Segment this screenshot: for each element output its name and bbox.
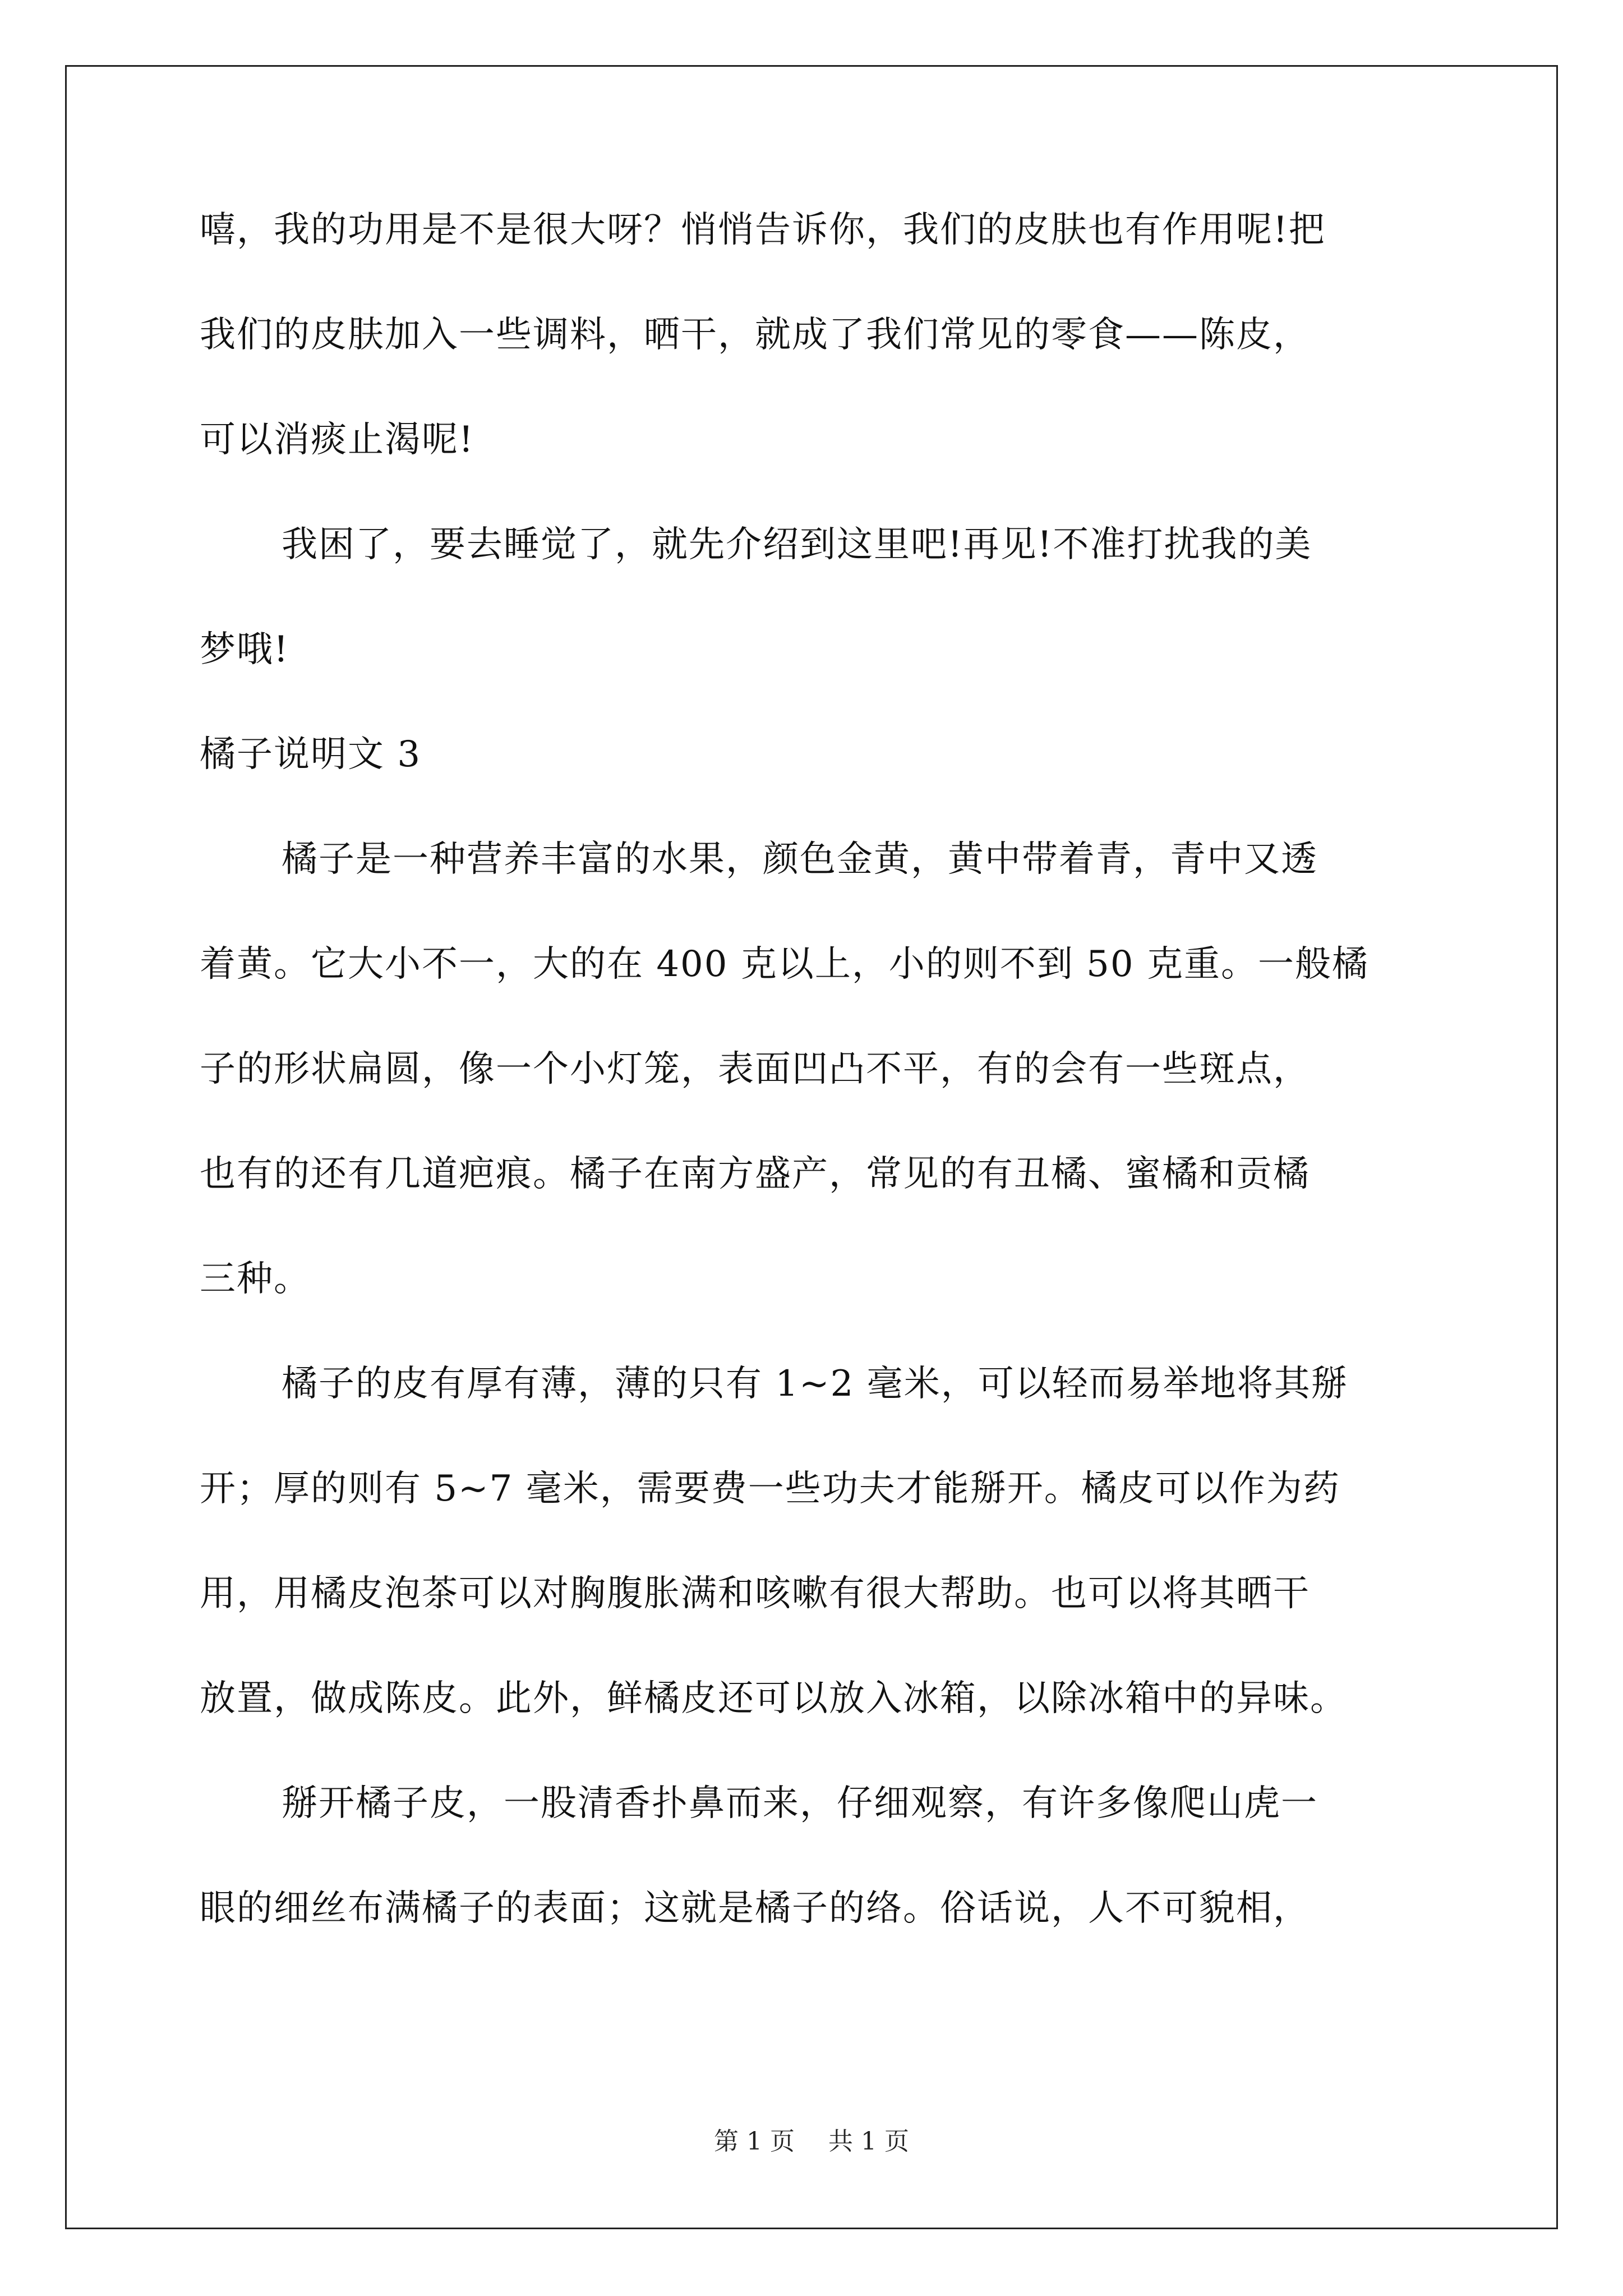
body-line: 也有的还有几道疤痕。橘子在南方盛产，常见的有丑橘、蜜橘和贡橘 xyxy=(200,1153,1310,1195)
body-line: 嘻，我的功用是不是很大呀？悄悄告诉你，我们的皮肤也有作用呢!把 xyxy=(200,209,1326,251)
body-line: 梦哦! xyxy=(200,629,289,670)
document-body xyxy=(200,208,1433,1991)
body-line: 三种。 xyxy=(200,1258,311,1300)
body-line: 可以消痰止渴呢! xyxy=(200,419,474,461)
page-footer xyxy=(0,2126,1623,2157)
body-line: 放置，做成陈皮。此外，鲜橘皮还可以放入冰箱，以除冰箱中的异味。 xyxy=(200,1678,1347,1719)
body-line: 着黄。它大小不一，大的在 400 克以上，小的则不到 50 克重。一般橘 xyxy=(200,944,1369,985)
paragraph-start-line: 橘子是一种营养丰富的水果，颜色金黄，黄中带着青，青中又透 xyxy=(282,839,1318,880)
paragraph-start-line: 我困了，要去睡觉了，就先介绍到这里吧!再见!不准打扰我的美 xyxy=(282,524,1312,565)
body-line: 子的形状扁圆，像一个小灯笼，表面凹凸不平，有的会有一些斑点， xyxy=(200,1048,1310,1090)
paragraph-start-line: 掰开橘子皮，一股清香扑鼻而来，仔细观察，有许多像爬山虎一 xyxy=(282,1783,1318,1824)
body-line: 用，用橘皮泡茶可以对胸腹胀满和咳嗽有很大帮助。也可以将其晒干 xyxy=(200,1573,1310,1614)
page-total: 共 1 页 xyxy=(828,2127,909,2156)
page-number: 第 1 页 xyxy=(714,2127,795,2156)
section-heading: 橘子说明文 3 xyxy=(200,734,422,775)
body-line: 眼的细丝布满橘子的表面；这就是橘子的络。俗话说，人不可貌相， xyxy=(200,1888,1310,1929)
paragraph-start-line: 橘子的皮有厚有薄，薄的只有 1~2 毫米，可以轻而易举地将其掰 xyxy=(282,1363,1348,1405)
body-line: 我们的皮肤加入一些调料，晒干，就成了我们常见的零食——陈皮， xyxy=(200,314,1310,356)
body-line: 开；厚的则有 5~7 毫米，需要费一些功夫才能掰开。橘皮可以作为药 xyxy=(200,1468,1340,1510)
